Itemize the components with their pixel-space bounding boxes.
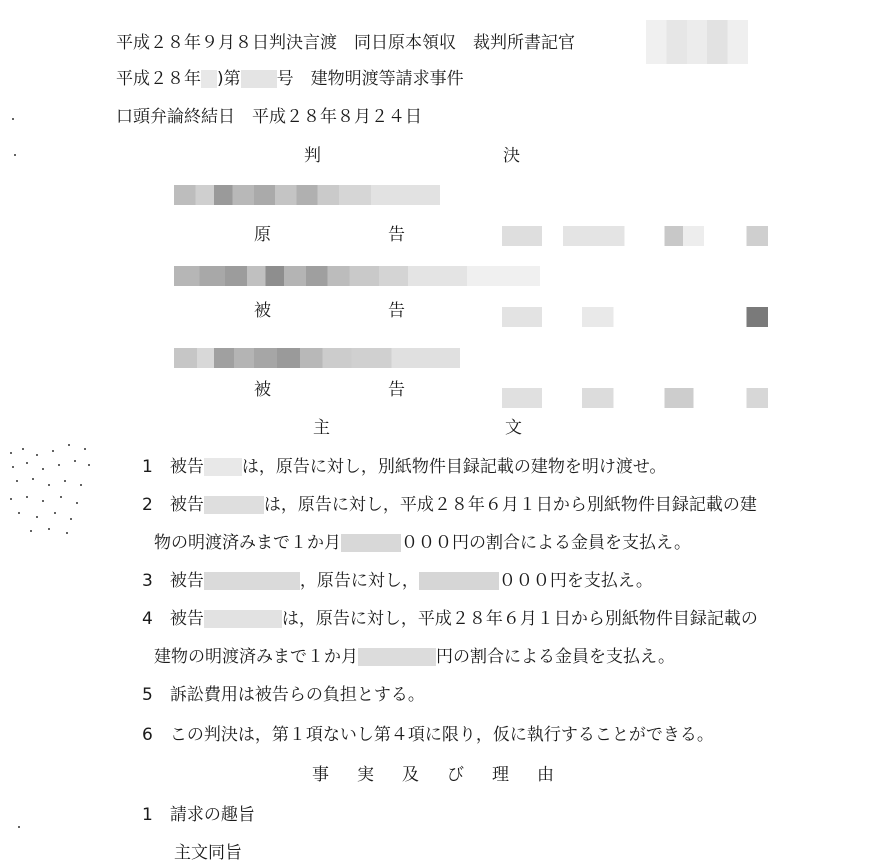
item-2-number: 2 [142, 495, 153, 515]
item-4-text-cont: 建物の明渡済みまで１か月 [154, 647, 358, 667]
redacted-defendant [204, 496, 264, 514]
scan-speck [14, 154, 16, 156]
item-6-text: この判決は，第１項ないし第４項に限り，仮に執行することができる。 [169, 725, 714, 745]
item-2-text-cont: 物の明渡済みまで１か月 [154, 533, 341, 553]
redacted-case-number [241, 70, 277, 88]
item-2 [142, 494, 757, 516]
item-6 [142, 724, 714, 746]
redacted-defendant [204, 610, 282, 628]
item-1-subject: 被告 [169, 457, 204, 477]
scan-speck [12, 118, 14, 120]
item-4-text: は，原告に対し，平成２８年６月１日から別紙物件目録記載の [281, 609, 758, 629]
main-heading-left: 主 [313, 418, 330, 438]
item-1-number: 1 [142, 457, 153, 477]
header-line-3 [116, 106, 422, 128]
title-right: 決 [503, 146, 520, 166]
redacted-address-3 [174, 348, 460, 368]
item-4 [142, 608, 758, 630]
item-3 [142, 570, 653, 592]
scan-speck [18, 826, 20, 828]
item-5-text: 訴訟費用は被告らの負担とする。 [169, 685, 425, 705]
header-line-1 [116, 32, 575, 54]
item-3-number: 3 [142, 571, 153, 591]
item-3-text: ，原告に対し， [299, 571, 419, 591]
redacted-name-1 [502, 226, 768, 246]
party-1-role-right: 告 [388, 225, 405, 245]
case-number-prefix: )第 [217, 69, 241, 89]
item-5-number: 5 [142, 685, 153, 705]
item-6-number: 6 [142, 725, 153, 745]
case-name: 号 建物明渡等請求事件 [276, 69, 464, 89]
party-3-role-left: 被 [254, 380, 271, 400]
redacted-amount [358, 648, 436, 666]
item-4-amount-text: 円の割合による金員を支払え。 [436, 647, 676, 667]
redacted-amount [341, 534, 401, 552]
redacted-name-3 [502, 388, 768, 408]
item-3-subject: 被告 [169, 571, 204, 591]
hearing-end-date: 口頭弁論終結日 平成２８年８月２４日 [116, 107, 422, 127]
item-4-subject: 被告 [169, 609, 204, 629]
header-line-2 [116, 68, 464, 90]
title-left: 判 [304, 146, 321, 166]
section-1-title: 請求の趣旨 [169, 805, 255, 825]
item-1 [142, 456, 666, 478]
main-heading-right: 文 [505, 418, 522, 438]
redacted-amount [419, 572, 499, 590]
redacted-case-type [201, 70, 217, 88]
item-3-amount-text: ０００円を支払え。 [498, 571, 653, 591]
header-line-1-text: 平成２８年９月８日判決言渡 同日原本領収 裁判所書記官 [116, 33, 575, 53]
item-2-amount-text: ０００円の割合による金員を支払え。 [401, 533, 692, 553]
party-1-role-left: 原 [254, 225, 271, 245]
item-4-continued [154, 646, 675, 668]
section-1-number: 1 [142, 805, 153, 825]
item-2-continued [154, 532, 691, 554]
redacted-address-1 [174, 185, 440, 205]
redacted-clerk-name [646, 20, 748, 64]
redacted-address-2 [174, 266, 540, 286]
item-1-text: は，原告に対し，別紙物件目録記載の建物を明け渡せ。 [241, 457, 667, 477]
redacted-name-2 [502, 307, 768, 327]
section-1-heading [142, 804, 255, 826]
case-year: 平成２８年 [116, 69, 201, 89]
party-3-role-right: 告 [388, 380, 405, 400]
redacted-defendant [204, 572, 300, 590]
reasons-heading: 事実及び理由 [312, 765, 582, 785]
section-1-body: 主文同旨 [174, 843, 242, 863]
item-2-text: は，原告に対し，平成２８年６月１日から別紙物件目録記載の建 [263, 495, 757, 515]
item-2-subject: 被告 [169, 495, 204, 515]
party-2-role-left: 被 [254, 301, 271, 321]
redacted-defendant [204, 458, 242, 476]
item-5 [142, 684, 425, 706]
party-2-role-right: 告 [388, 301, 405, 321]
item-4-number: 4 [142, 609, 153, 629]
scan-dot-pattern [8, 440, 98, 540]
